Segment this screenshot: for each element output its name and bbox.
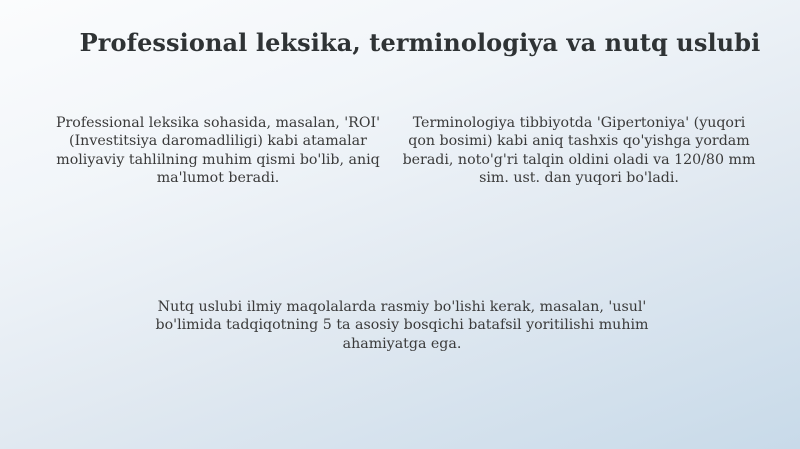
paragraph-terminology: Terminologiya tibbiyotda 'Gipertoniya' (yuqori qon bosimi) kabi aniq tashxis qo'yishga yordam beradi, noto'g'ri talqin oldini oladi va 120/80 mm sim. ust. dan yuqori bo'ladi.	[402, 115, 756, 187]
paragraph-speech-style: Nutq uslubi ilmiy maqolalarda rasmiy bo'lishi kerak, masalan, 'usul' bo'limida tadqiqotning 5 ta asosiy bosqichi batafsil yoritilishi muhim ahamiyatga ega.	[155, 299, 649, 352]
slide-title: Professional leksika, terminologiya va nutq uslubi	[79, 28, 761, 57]
paragraph-professional-lexicon: Professional leksika sohasida, masalan, 'ROI' (Investitsiya daromadliligi) kabi atamalar moliyaviy tahlilning muhim qismi bo'lib, aniq ma'lumot beradi.	[55, 115, 381, 187]
